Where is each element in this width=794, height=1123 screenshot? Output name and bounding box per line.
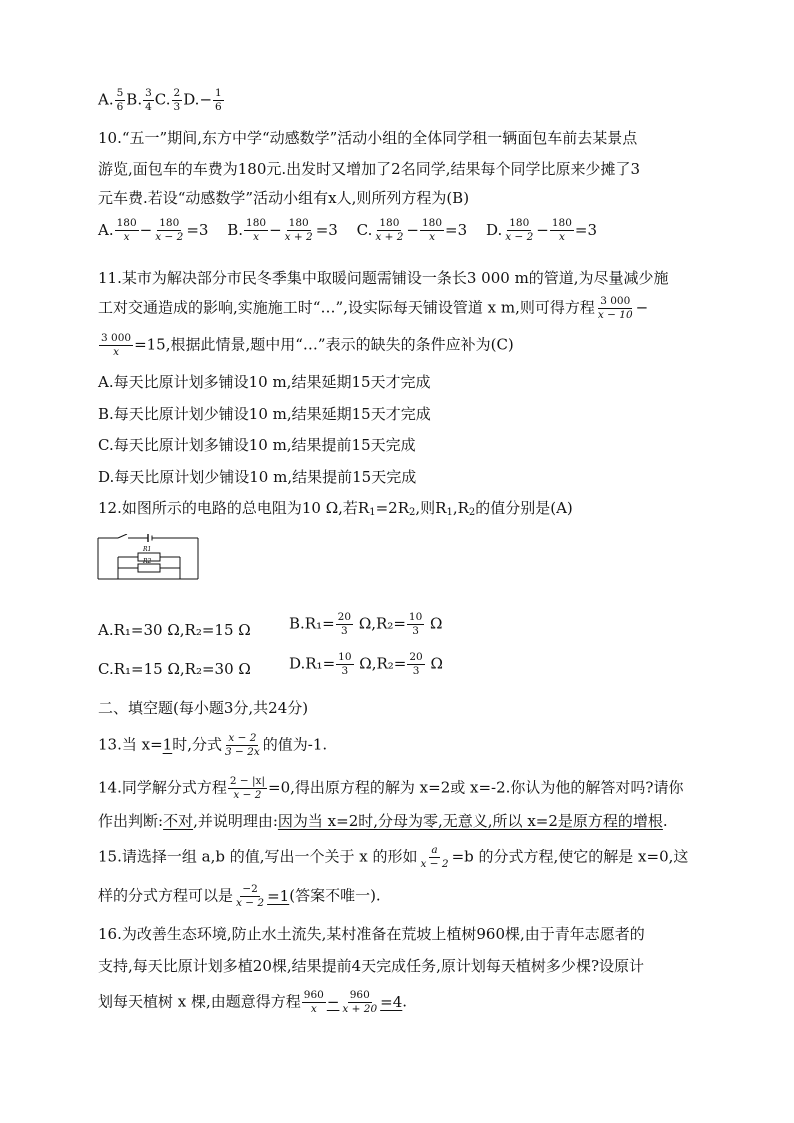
section-heading: 二、填空题(每小题3分,共24分) xyxy=(98,699,309,717)
q9-options: A. $\frac{5}{6}$ B. $\frac{3}{4}$ C. $\frac{2}{3}$ D.− $\frac{1}{6}$ xyxy=(98,87,222,113)
q10-option-c: C. $\frac{180}{x + 2}$ − $\frac{180}{x}$ =3 xyxy=(356,217,468,243)
fraction: $\frac{5}{6}$ xyxy=(116,87,124,113)
fraction: $\frac{1}{6}$ xyxy=(215,87,222,113)
answer-blank: 1 xyxy=(162,735,173,754)
q10-option-d: D. $\frac{180}{x - 2}$ − $\frac{180}{x}$ =3 xyxy=(485,217,598,243)
answer-blank: $\frac{-2}{x - 2}$ =1 xyxy=(236,883,290,909)
q11-option-c: C.每天比原计划多铺设10 m,结果提前15天完成 xyxy=(98,436,416,454)
q15-line1: 15.请选择一组 a,b 的值,写出一个关于 x 的形如 $\frac{a}{x - 2}$ =b 的分式方程,使它的解是 x=0,这 xyxy=(98,844,689,870)
q13: 13.当 x=1时,分式 $\frac{x - 2}{3 - 2x}$ 的值为-1. xyxy=(98,732,328,758)
q12-option-a: A.R₁=30 Ω,R₂=15 Ω xyxy=(98,621,251,639)
q10-line1: 10.“五一”期间,东方中学“动感数学”活动小组的全体同学租一辆面包车前去某景点 xyxy=(98,129,638,147)
q10-options xyxy=(98,218,597,243)
q10-line3: 元车费.若设“动感数学”活动小组有x人,则所列方程为(B) xyxy=(98,189,470,207)
q11-option-b: B.每天比原计划少铺设10 m,结果延期15天才完成 xyxy=(98,405,431,423)
q12-option-d: D.R₁= $\frac{10}{3}$ Ω,R₂= $\frac{20}{3}$ Ω xyxy=(289,651,443,677)
q15-line2: 样的分式方程可以是 $\frac{-2}{x - 2}$ =1(答案不唯一). xyxy=(98,883,381,909)
answer-blank: 因为当 x=2时,分母为零,无意义,所以 x=2是原方程的增根 xyxy=(277,812,663,830)
fraction: $\frac{3}{4}$ xyxy=(145,87,152,113)
q11-line2: 工对交通造成的影响,实施施工时“…”,设实际每天铺设管道 x m,则可得方程 $\frac{3 000}{x - 10}$ − xyxy=(98,295,649,321)
q11-line3: $\frac{3 000}{x}$ =15,根据此情景,题中用“…”表示的缺失的条件应补为(C) xyxy=(101,332,514,358)
q11-option-a: A.每天比原计划多铺设10 m,结果延期15天才完成 xyxy=(98,373,431,391)
fraction: $\frac{2}{3}$ xyxy=(173,87,181,113)
q12-line1: 12.如图所示的电路的总电阻为10 Ω,若$R_1=2R_2$,则$R_1,R_2$的值分别是(A) xyxy=(98,499,573,518)
r2-label: R2 xyxy=(143,558,152,565)
q16-line3: 划每天植树 x 棵,由题意得方程 $\frac{960}{x}$ − $\frac{960}{x + 20}$ =4. xyxy=(98,989,408,1015)
q14-line1: 14.同学解分式方程 $\frac{2 - |x|}{x - 2}$ =0,得出原方程的解为 x=2或 x=-2.你认为他的解答对吗?请你 xyxy=(98,775,684,801)
q11-option-d: D.每天比原计划少铺设10 m,结果提前15天完成 xyxy=(98,468,417,486)
q12-option-c: C.R₁=15 Ω,R₂=30 Ω xyxy=(98,660,251,678)
q16-line2: 支持,每天比原计划多植20棵,结果提前4天完成任务,原计划每天植树多少棵?设原计 xyxy=(98,957,644,975)
q10-line2: 游览,面包车的车费为180元.出发时又增加了2名同学,结果每个同学比原来少摊了3 xyxy=(98,160,641,178)
circuit-diagram xyxy=(96,534,204,584)
resistor-r2 xyxy=(138,564,160,572)
q10-option-a: A. $\frac{180}{x}$ − $\frac{180}{x - 2}$ =3 xyxy=(98,217,209,243)
q10-option-b: B. $\frac{180}{x}$ − $\frac{180}{x + 2}$ =3 xyxy=(227,217,338,243)
r1-label: R1 xyxy=(143,546,152,553)
q11-line1: 11.某市为解决部分市民冬季集中取暖问题需铺设一条长3 000 m的管道,为尽量减少施 xyxy=(98,269,669,287)
q16-line1: 16.为改善生态环境,防止水土流失,某村准备在荒坡上植树960棵,由于青年志愿者的 xyxy=(98,925,645,943)
q14-line2: 作出判断:不对,并说明理由:因为当 x=2时,分母为零,无意义,所以 x=2是原方程的增根. xyxy=(98,812,668,830)
q12-option-b: B.R₁= $\frac{20}{3}$ Ω,R₂= $\frac{10}{3}$ Ω xyxy=(289,611,443,637)
answer-blank: 不对 xyxy=(163,812,194,830)
answer-blank: $\frac{960}{x}$ − $\frac{960}{x + 20}$ =4 xyxy=(303,989,403,1015)
